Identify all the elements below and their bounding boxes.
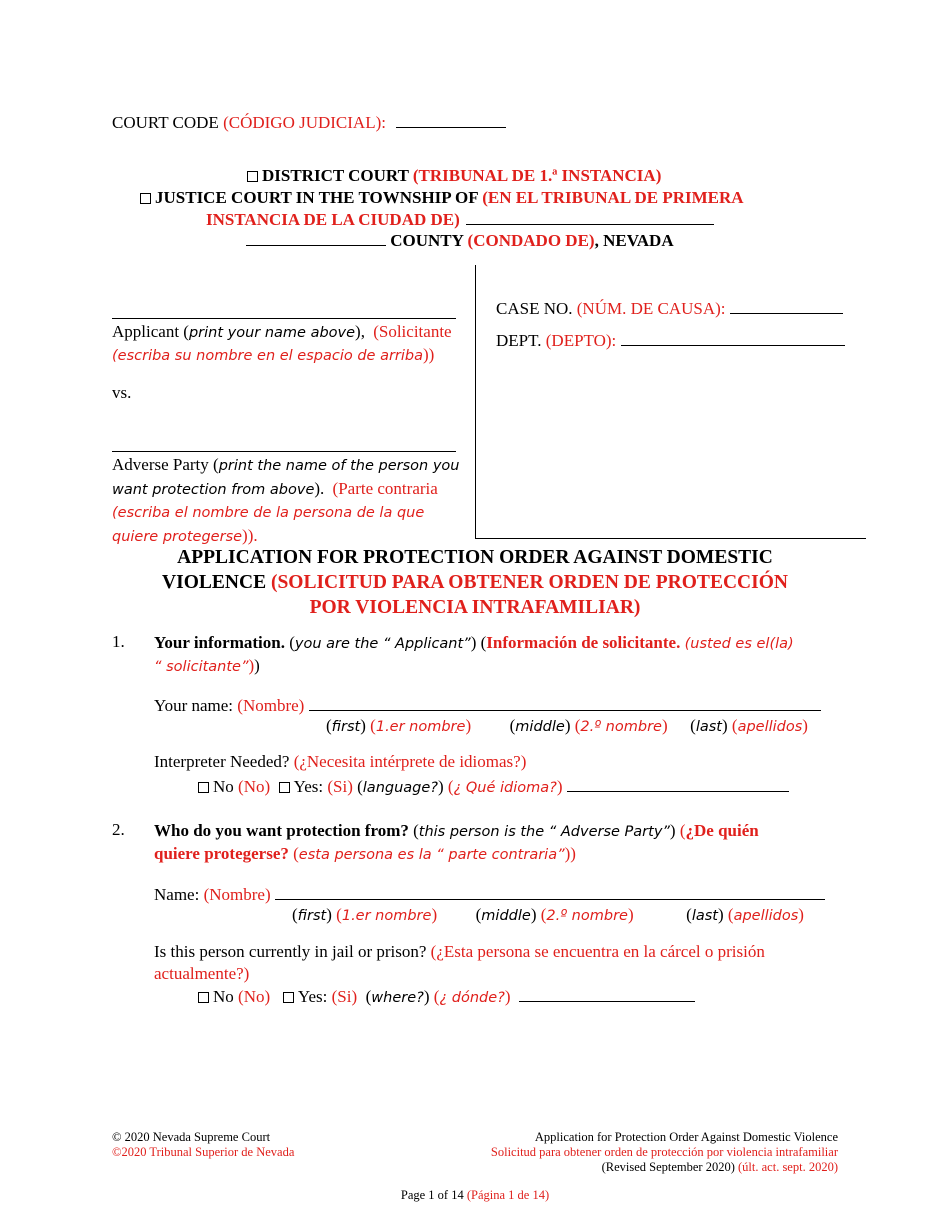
adverse-name-parts: (first) (1.er nombre) (middle) (2.º nombre) (last) (apellidos) xyxy=(292,905,804,924)
justice-court-checkbox[interactable] xyxy=(140,193,151,204)
footer-copyright: © 2020 Nevada Supreme Court ©2020 Tribunal Superior de Nevada xyxy=(112,1130,295,1159)
justice-court-option: JUSTICE COURT IN THE TOWNSHIP OF (EN EL TRIBUNAL DE PRIMERA xyxy=(140,188,744,208)
jail-question: Is this person currently in jail or prison? (¿Esta persona se encuentra en la cárcel o prisión actualmente?) xyxy=(154,942,765,983)
county-field[interactable] xyxy=(246,231,386,246)
adverse-name-line[interactable] xyxy=(112,451,456,452)
your-name-field[interactable] xyxy=(309,696,821,711)
interpreter-yes-checkbox[interactable] xyxy=(279,782,290,793)
your-name-row: Your name: (Nombre) xyxy=(154,696,821,716)
township-field[interactable] xyxy=(466,210,714,225)
your-name-parts: (first) (1.er nombre) (middle) (2.º nombre) (last) (apellidos) xyxy=(326,716,808,735)
applicant-name-line[interactable] xyxy=(112,318,456,319)
adverse-name-field[interactable] xyxy=(275,885,825,900)
interpreter-options: No (No) Yes: (Si) (language?) (¿ Qué idioma?) xyxy=(198,777,789,797)
district-court-checkbox[interactable] xyxy=(247,171,258,182)
applicant-label: Applicant (print your name above), (Solicitante (escriba su nombre en el espacio de arriba)) xyxy=(112,322,452,364)
court-code: COURT CODE (CÓDIGO JUDICIAL): xyxy=(112,113,506,133)
footer-form-title: Application for Protection Order Against Domestic Violence Solicitud para obtener orden de protección por violencia intrafamiliar (Revised September 2020) (últ. act. sept. 2020) xyxy=(490,1130,838,1174)
document-title: APPLICATION FOR PROTECTION ORDER AGAINST DOMESTIC VIOLENCE (SOLICITUD PARA OBTENER ORDEN DE PROTECCIÓN POR VIOLENCIA INTRAFAMILIAR) xyxy=(162,547,788,618)
jail-no-checkbox[interactable] xyxy=(198,992,209,1003)
versus: vs. xyxy=(112,383,132,402)
department-field[interactable] xyxy=(621,331,845,346)
case-number-field[interactable] xyxy=(730,299,843,314)
interpreter-no-checkbox[interactable] xyxy=(198,782,209,793)
district-court-option: DISTRICT COURT (TRIBUNAL DE 1.ª INSTANCIA) xyxy=(247,166,661,186)
jail-location-field[interactable] xyxy=(519,987,695,1002)
department: DEPT. (DEPTO): xyxy=(496,331,845,351)
county-line: COUNTY (CONDADO DE), NEVADA xyxy=(246,231,674,251)
justice-court-city: INSTANCIA DE LA CIUDAD DE) xyxy=(206,210,714,230)
adverse-label: Adverse Party (print the name of the person you want protection from above). (Parte contraria (escriba el nombre de la persona de la que quiere protegerse)). xyxy=(112,455,460,545)
court-code-field[interactable] xyxy=(396,113,506,128)
case-number: CASE NO. (NÚM. DE CAUSA): xyxy=(496,299,843,319)
caption-bottom-rule xyxy=(475,538,866,539)
section-1-heading: Your information. (you are the “ Applicant”) (Información de solicitante. (usted es el(la) “ solicitante”)) xyxy=(154,633,794,675)
adverse-name-row: Name: (Nombre) xyxy=(154,885,825,905)
jail-options: No (No) Yes: (Si) (where?) (¿ dónde?) xyxy=(198,987,695,1007)
interpreter-question: Interpreter Needed? (¿Necesita intérprete de idiomas?) xyxy=(154,752,527,771)
section-2-number: 2. xyxy=(112,820,125,839)
page-number: Page 1 of 14 (Página 1 de 14) xyxy=(400,1188,550,1202)
section-2-heading: Who do you want protection from? (this person is the “ Adverse Party”) (¿De quién quiere protegerse? (esta persona es la “ parte contraria”)) xyxy=(154,821,759,863)
jail-yes-checkbox[interactable] xyxy=(283,992,294,1003)
language-field[interactable] xyxy=(567,777,789,792)
caption-divider xyxy=(475,265,476,538)
section-1-number: 1. xyxy=(112,632,125,651)
